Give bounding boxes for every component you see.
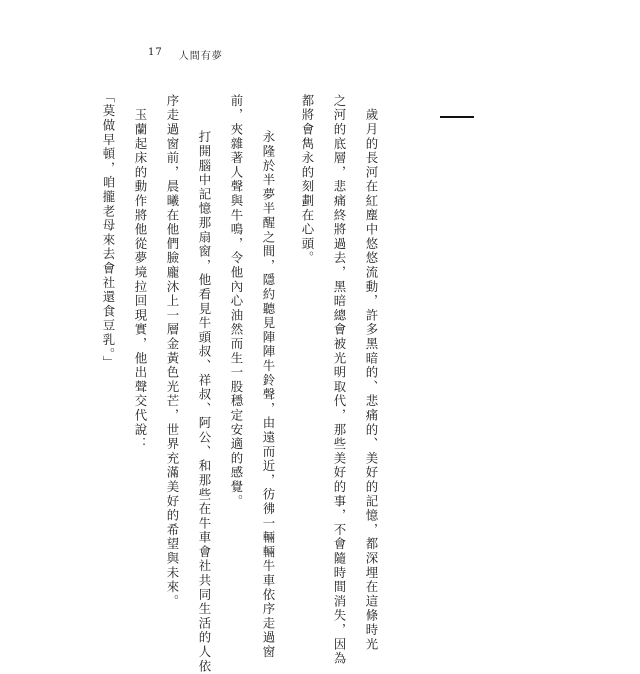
- text-column-4: 永隆於半夢半醒之間，隱約聽見陣陣牛鈴聲，由遠而近，彷彿一輛輛牛車依序走過窗: [261, 116, 276, 660]
- running-head: [148, 47, 223, 62]
- text-column-8: 玉蘭起床的動作將他從夢境拉回現實，他出聲交代說：: [133, 94, 148, 452]
- text-column-7: 序走過窗前，晨曦在他們臉龐沐上一層金黃色光芒，世界充滿美好的希望與未來。: [165, 94, 180, 609]
- book-title: 人間有夢: [178, 51, 223, 62]
- text-column-6: 打開腦中記憶那扇窗，他看見牛頭叔、祥叔、阿公、和那些在牛車會社共同生活的人依: [197, 116, 212, 674]
- text-column-3: 都將會雋永的刻劃在心頭。: [300, 94, 315, 266]
- text-column-1: 歲月的長河在紅塵中悠悠流動，許多黑暗的、悲痛的、美好的記憶，都深埋在這條時光: [364, 94, 379, 652]
- text-column-5: 前，夾雜著人聲與牛鳴，令他內心油然而生一股穩定安適的感覺。: [229, 94, 244, 509]
- text-column-2: 之河的底層，悲痛終將過去，黑暗總會被光明取代，那些美好的事，不會隨時間消失，因為: [332, 94, 347, 666]
- page-number: 17: [148, 47, 163, 58]
- chapter-number: [440, 116, 474, 118]
- text-column-9: 「莫做早頓，咱攏老母來去會社還食豆乳。」: [101, 90, 116, 370]
